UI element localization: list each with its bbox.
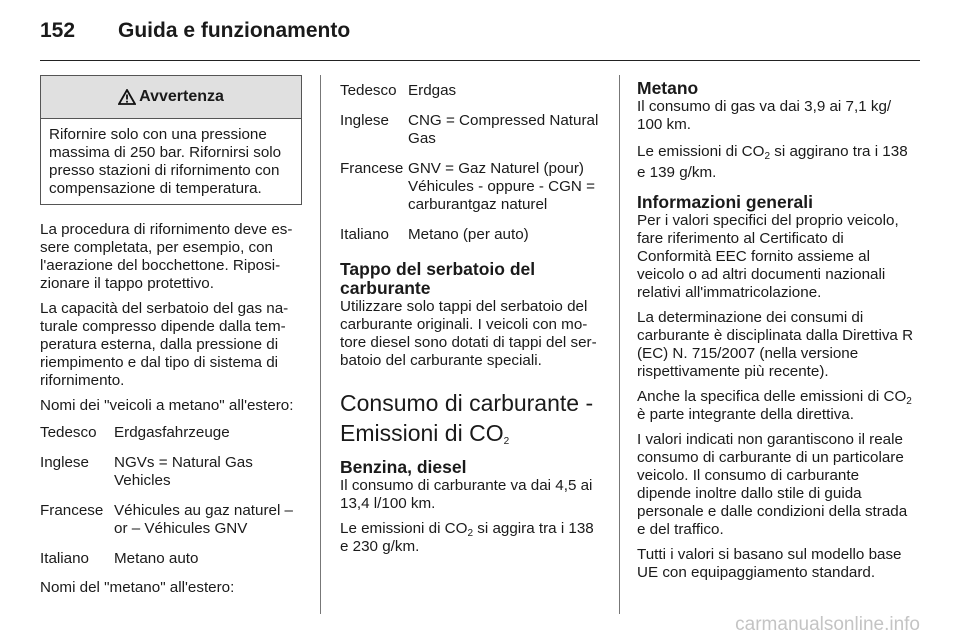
table-row: Inglese CNG = Compressed Natural Gas <box>340 112 599 147</box>
column-left <box>40 75 302 604</box>
directive-text: La determinazione dei consumi di carburante è disciplinata dalla Direttiva R (EC) N. 715/2007 (nella versione rispettivamente più recente). <box>637 309 914 380</box>
methane-heading: Metano <box>637 78 699 98</box>
petrol-emissions-text: Le emissioni di $CO_2$ si aggira tra i 138 e 230 g/km. <box>340 520 594 555</box>
warning-box <box>40 75 302 205</box>
tank-cap-text: Utilizzare solo tappi del serbatoio del carburante originali. I veicoli con motore diesel sono dotati di tappi del serbatoio del carburante speciali. <box>340 298 597 369</box>
page-header <box>40 18 350 44</box>
warning-header <box>41 76 301 119</box>
table-row: Tedesco Erdgas <box>340 82 457 99</box>
table-row: Tedesco Erdgasfahrzeuge <box>40 424 230 441</box>
general-info-heading: Informazioni generali <box>637 192 813 212</box>
table-row: Francese Véhicules au gaz naturel – or – Véhicules GNV <box>40 502 293 537</box>
methane-names-table <box>340 80 602 246</box>
petrol-diesel-heading: Benzina, diesel <box>340 457 467 477</box>
tank-cap-heading: Tappo del serbatoio del carburante <box>340 259 536 298</box>
refuel-procedure-text: La procedura di rifornimento deve essere completata, per esempio, con l'aerazione del bocchettone. Riposizionare il tappo protettivo. <box>40 221 293 292</box>
page-number: 152 <box>40 19 76 42</box>
consumption-heading: Consumo di carburante - Emissioni di $CO_2$ <box>340 390 594 447</box>
vehicle-names-table <box>40 422 302 570</box>
base-model-text: Tutti i valori si basano sul modello base UE con equipaggiamento standard. <box>637 546 902 581</box>
warning-text: Rifornire solo con una pressione massima di 250 bar. Rifornirsi solo presso stazioni di rifornimento con compensazione di temperatura. <box>49 126 282 197</box>
warning-heading: Avvertenza <box>139 88 224 105</box>
disclaimer-text: I valori indicati non garantiscono il reale consumo di carburante di un particolare veicolo. Il consumo di carburante dipende inoltre dallo stile di guida personale e dalle condizioni della strada e del traffico. <box>637 431 908 538</box>
table-row: Italiano Metano auto <box>40 550 199 567</box>
emissions-directive-text: Anche la specifica delle emissioni di $CO_2$ è parte integrante della direttiva. <box>637 388 912 423</box>
table-row: Inglese NGVs = Natural Gas Vehicles <box>40 454 253 489</box>
methane-consumption-text: Il consumo di gas va dai 3,9 ai 7,1 kg/ 100 km. <box>637 98 892 133</box>
vehicle-names-intro: Nomi dei "veicoli a metano" all'estero: <box>40 397 294 414</box>
watermark: carmanualsonline.info <box>735 614 920 635</box>
general-info-text: Per i valori specifici del proprio veicolo, fare riferimento al Certificato di Conformità EEC fornito assieme al veicolo o ad altri documenti nazionali relativi all'immatricolazione. <box>637 212 899 301</box>
methane-emissions-text: Le emissioni di $CO_2$ si aggirano tra i 138 e 139 g/km. <box>637 143 908 181</box>
petrol-consumption-text: Il consumo di carburante va dai 4,5 ai 13,4 l/100 km. <box>340 477 593 512</box>
table-row: Italiano Metano (per auto) <box>340 226 529 243</box>
column-divider <box>320 75 321 614</box>
column-divider <box>619 75 620 614</box>
tank-capacity-text: La capacità del serbatoio del gas naturale compresso dipende dalla temperatura esterna, dalla pressione di riempimento e dal tipo di sistema di rifornimento. <box>40 300 289 389</box>
page-title: Guida e funzionamento <box>118 19 351 42</box>
warning-triangle-icon <box>118 89 136 105</box>
header-rule <box>40 60 920 61</box>
column-right <box>637 75 917 589</box>
methane-names-intro: Nomi del "metano" all'estero: <box>40 579 235 596</box>
table-row: Francese GNV = Gaz Naturel (pour) Véhicules - oppure - CGN = carburantgaz naturel <box>340 160 595 213</box>
column-middle <box>340 75 602 563</box>
